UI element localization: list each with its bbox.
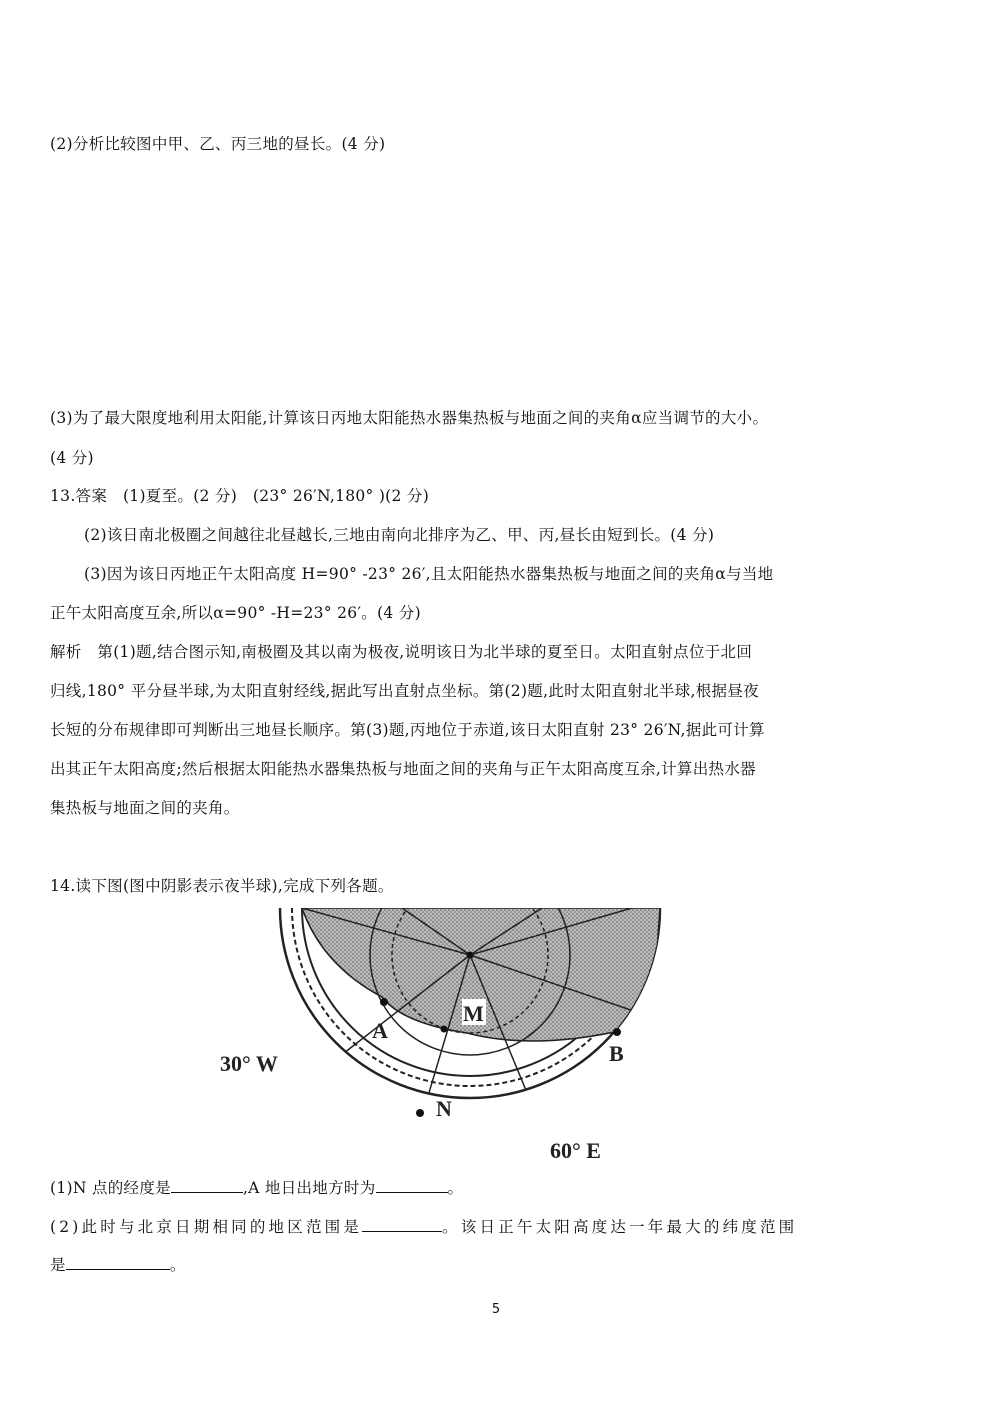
q14-part1-text-b: ,A 地日出地方时为 bbox=[242, 1179, 376, 1197]
analysis-line5: 集热板与地面之间的夹角。 bbox=[50, 799, 240, 817]
q14-part1 bbox=[50, 1176, 463, 1198]
label-m: M bbox=[463, 1001, 484, 1026]
answer-blank-a-sunrise[interactable] bbox=[376, 1176, 448, 1193]
answer13-line2: (2)该日南北极圈之间越往北昼越长,三地由南向北排序为乙、甲、丙,昼长由短到长。(4 分) bbox=[84, 526, 715, 544]
answer13-line4: 正午太阳高度互余,所以α=90° -H=23° 26′。(4 分) bbox=[50, 604, 421, 622]
q12-part3-line1: (3)为了最大限度地利用太阳能,计算该日丙地太阳能热水器集热板与地面之间的夹角α应当调节的大小。 bbox=[50, 409, 769, 427]
label-n: N bbox=[436, 1096, 452, 1121]
label-b: B bbox=[609, 1041, 624, 1066]
point-m bbox=[441, 1026, 448, 1033]
analysis-line2: 归线,180° 平分昼半球,为太阳直射经线,据此写出直射点坐标。第(2)题,此时太阳直射北半球,根据昼夜 bbox=[50, 682, 759, 700]
q12-part3-line2: (4 分) bbox=[50, 449, 94, 467]
q14-part2-text-d: 。 bbox=[169, 1256, 186, 1274]
point-b bbox=[613, 1028, 621, 1036]
q12-part2: (2)分析比较图中甲、乙、丙三地的昼长。(4 分) bbox=[50, 135, 386, 153]
answer13-line3: (3)因为该日丙地正午太阳高度 H=90° -23° 26′,且太阳能热水器集热板与地面之间的夹角α与当地 bbox=[84, 565, 774, 583]
q14-part2-text-c: 是 bbox=[50, 1256, 66, 1274]
analysis-line1: 解析 第(1)题,结合图示知,南极圈及其以南为极夜,说明该日为北半球的夏至日。太阳直射点位于北回 bbox=[50, 643, 753, 661]
analysis-line3: 长短的分布规律即可判断出三地昼长顺序。第(3)题,丙地位于赤道,该日太阳直射 23° 26′N,据此可计算 bbox=[50, 721, 765, 739]
answer13-line1: 13.答案 (1)夏至。(2 分) (23° 26′N,180° )(2 分) bbox=[50, 487, 430, 505]
q14-part2-text-a: (2)此时与北京日期相同的地区范围是 bbox=[50, 1218, 363, 1236]
q14-part2-line1 bbox=[50, 1215, 797, 1237]
analysis-line4: 出其正午太阳高度;然后根据太阳能热水器集热板与地面之间的夹角与正午太阳高度互余,计算出热水器 bbox=[50, 760, 756, 778]
q14-part1-text-a: (1)N 点的经度是 bbox=[50, 1179, 171, 1197]
page-number: 5 bbox=[491, 1302, 501, 1317]
answer-blank-same-date-range[interactable] bbox=[362, 1215, 442, 1232]
label-a: A bbox=[372, 1018, 388, 1043]
label-60e: 60° E bbox=[550, 1138, 601, 1163]
q14-part1-text-c: 。 bbox=[447, 1179, 464, 1197]
answer-blank-n-longitude[interactable] bbox=[171, 1176, 243, 1193]
answer-blank-latitude-range[interactable] bbox=[66, 1253, 170, 1270]
point-a bbox=[380, 998, 388, 1006]
q14-stem: 14.读下图(图中阴影表示夜半球),完成下列各题。 bbox=[50, 877, 394, 895]
q14-part2-text-b: 。该日正午太阳高度达一年最大的纬度范围 bbox=[442, 1218, 798, 1236]
point-n bbox=[416, 1109, 424, 1117]
pole-point bbox=[467, 952, 474, 959]
q14-part2-line2 bbox=[50, 1253, 186, 1275]
label-30w: 30° W bbox=[220, 1051, 278, 1076]
polar-view-diagram bbox=[212, 905, 672, 1165]
